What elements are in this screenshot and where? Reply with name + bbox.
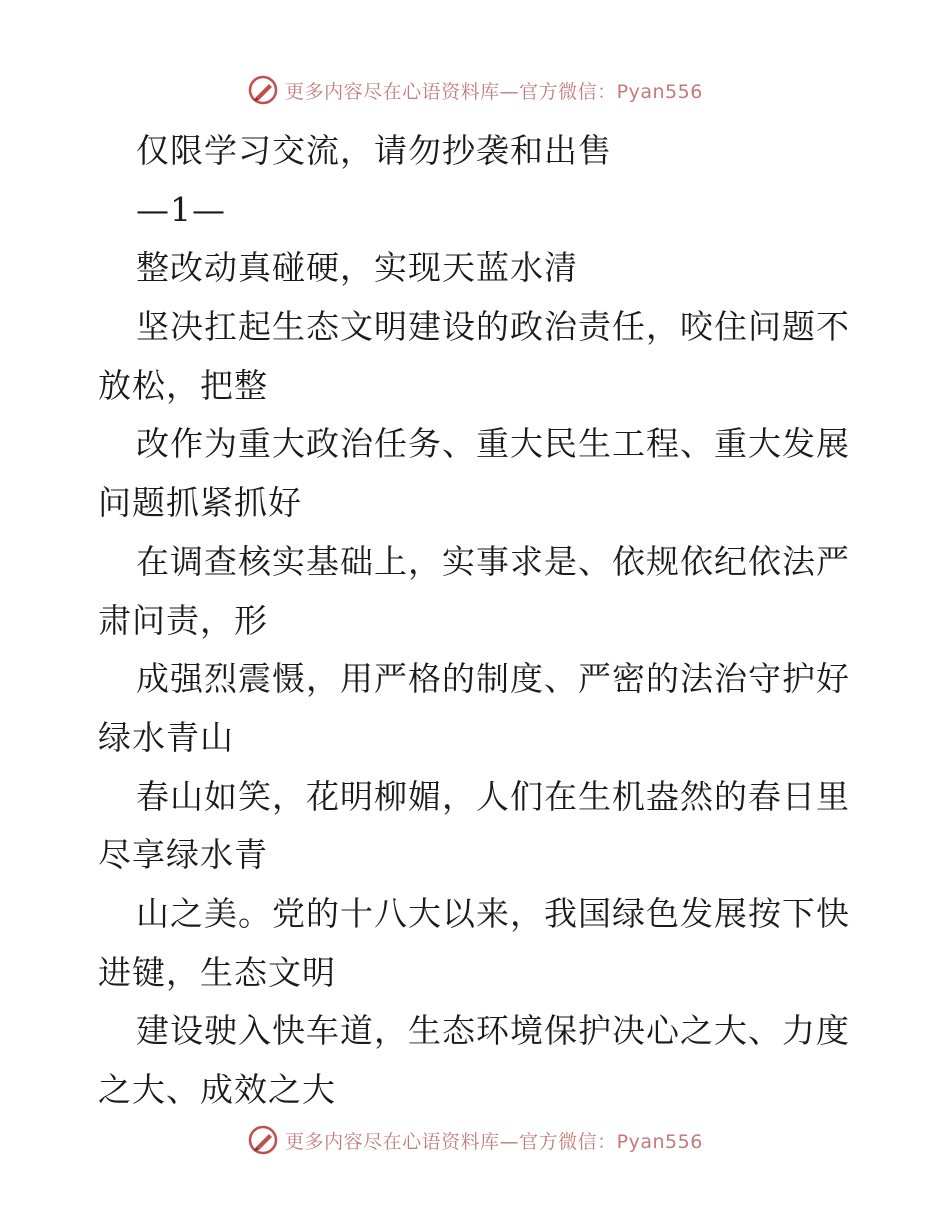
pen-logo-icon: [247, 1124, 279, 1156]
watermark-text: 更多内容尽在心语资料库—官方微信：Pyan556: [285, 1130, 703, 1153]
text-line: 问题抓紧抓好: [98, 483, 302, 523]
text-line: 改作为重大政治任务、重大民生工程、重大发展: [136, 424, 850, 464]
document-body: [98, 122, 858, 1120]
text-line: 尽享绿水青: [98, 835, 268, 875]
text-line: 坚决扛起生态文明建设的政治责任，咬住问题不: [136, 307, 850, 347]
text-line: —1—: [136, 189, 226, 229]
text-line: 仅限学习交流，请勿抄袭和出售: [136, 131, 612, 170]
text-line: 进键，生态文明: [98, 952, 336, 992]
text-line: 放松，把整: [98, 365, 268, 405]
pen-logo-icon: [247, 74, 279, 106]
text-line: 成强烈震慑，用严格的制度、严密的法治守护好: [136, 659, 850, 699]
text-line: 肃问责，形: [98, 600, 268, 640]
text-line: 在调查核实基础上，实事求是、依规依纪依法严: [136, 541, 850, 581]
text-line: 整改动真碰硬，实现天蓝水清: [136, 248, 578, 288]
text-line: 建设驶入快车道，生态环境保护决心之大、力度: [136, 1011, 850, 1051]
text-line: 之大、成效之大: [98, 1070, 336, 1109]
header-watermark: [0, 70, 950, 110]
footer-watermark: [0, 1120, 950, 1160]
text-line: 绿水青山: [98, 717, 234, 757]
watermark-text: 更多内容尽在心语资料库—官方微信：Pyan556: [285, 80, 703, 103]
text-line: 山之美。党的十八大以来，我国绿色发展按下快: [136, 893, 850, 933]
text-line: 春山如笑，花明柳媚，人们在生机盎然的春日里: [136, 776, 850, 816]
